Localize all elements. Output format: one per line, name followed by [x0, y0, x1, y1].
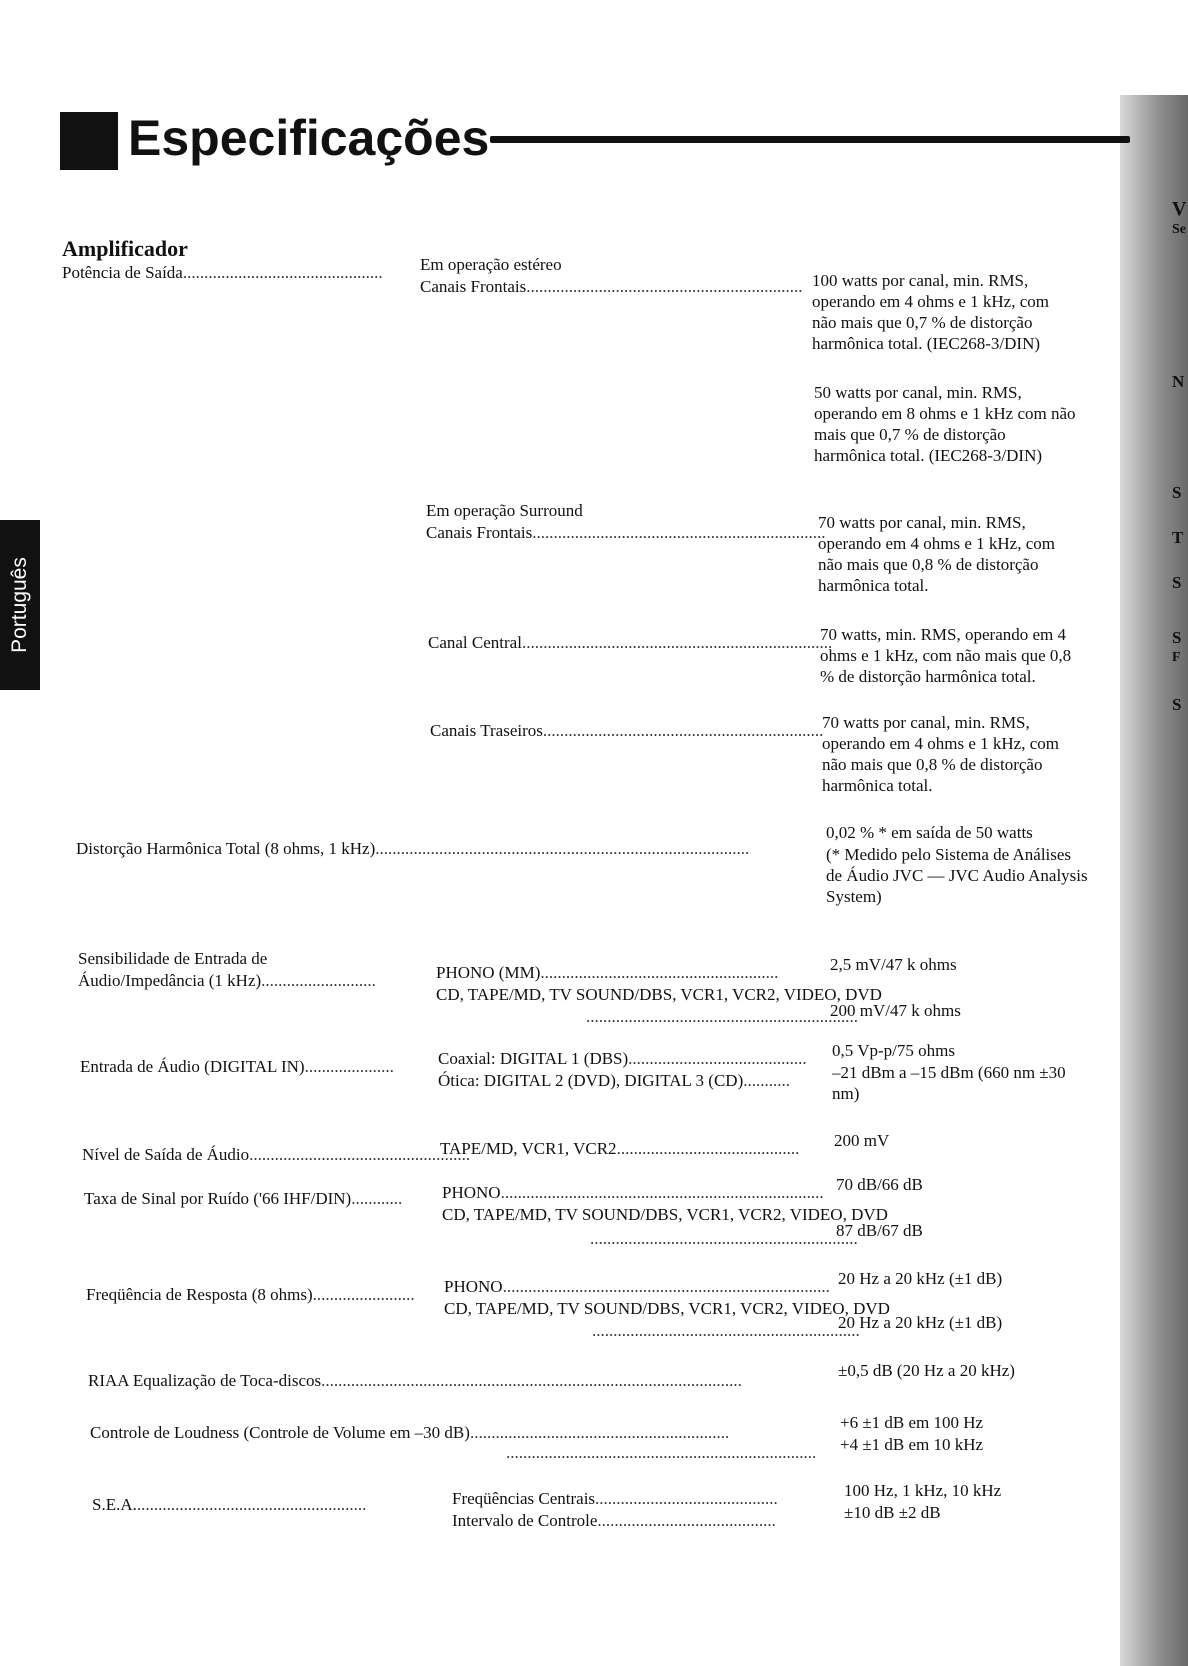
- front-channels-label: Canais Frontais.................................................................: [420, 277, 803, 296]
- coaxial-label: Coaxial: DIGITAL 1 (DBS)..........................................: [438, 1049, 807, 1068]
- stereo-title: Em operação estéreo: [420, 255, 562, 274]
- snr-line-sources: CD, TAPE/MD, TV SOUND/DBS, VCR1, VCR2, VIDEO, DVD: [442, 1205, 888, 1224]
- header-marker-box: [60, 112, 118, 170]
- page-title: Especificações: [128, 110, 490, 166]
- input-line-sources: CD, TAPE/MD, TV SOUND/DBS, VCR1, VCR2, VIDEO, DVD: [436, 985, 882, 1004]
- snr-line-dots: ...............................................................: [590, 1229, 858, 1248]
- sea-range-value: ±10 dB ±2 dB: [844, 1503, 941, 1522]
- rear-channels-label: Canais Traseiros..................................................................: [430, 721, 824, 740]
- edge-letter: S: [1172, 628, 1182, 647]
- input-line-value: 200 mV/47 k ohms: [830, 1001, 961, 1020]
- surround-front-value: 70 watts por canal, min. RMS, operando em 4 ohms e 1 kHz, com não mais que 0,8 % de distorção harmônica total.: [818, 513, 1055, 595]
- riaa-value: ±0,5 dB (20 Hz a 20 kHz): [838, 1361, 1015, 1380]
- edge-letter: T: [1172, 528, 1184, 547]
- optical-label: Ótica: DIGITAL 2 (DVD), DIGITAL 3 (CD)...........: [438, 1071, 790, 1090]
- input-sensitivity-label-line2: Áudio/Impedância (1 kHz)...........................: [78, 971, 376, 990]
- language-side-tab: [0, 520, 40, 690]
- surround-title: Em operação Surround: [426, 501, 583, 520]
- front-4ohm-value: 100 watts por canal, min. RMS, operando em 4 ohms e 1 kHz, com não mais que 0,7 % de distorção harmônica total. (IEC268-3/DIN): [812, 271, 1049, 353]
- output-level-label: Nível de Saída de Áudio....................................................: [82, 1145, 471, 1164]
- surround-front-label: Canais Frontais.....................................................................: [426, 523, 826, 542]
- loudness-value-1: +6 ±1 dB em 100 Hz: [840, 1413, 984, 1432]
- riaa-label: RIAA Equalização de Toca-discos...................................................................................................: [88, 1371, 742, 1390]
- edge-letter: S: [1172, 695, 1182, 714]
- snr-phono-value: 70 dB/66 dB: [836, 1175, 923, 1194]
- section-heading: Amplificador: [62, 236, 188, 261]
- digital-in-label: Entrada de Áudio (DIGITAL IN).....................: [80, 1057, 394, 1076]
- thd-label: Distorção Harmônica Total (8 ohms, 1 kHz)........................................................................................: [76, 839, 750, 858]
- front-8ohm-value: 50 watts por canal, min. RMS, operando em 8 ohms e 1 kHz com não mais que 0,7 % de distorção harmônica total. (IEC268-3/DIN): [814, 383, 1076, 465]
- loudness-dots: .........................................................................: [506, 1443, 817, 1462]
- sea-label: S.E.A.......................................................: [92, 1495, 367, 1514]
- snr-phono-label: PHONO............................................................................: [442, 1183, 824, 1202]
- input-phono-label: PHONO (MM)........................................................: [436, 963, 779, 982]
- thd-note: (* Medido pelo Sistema de Análises de Áudio JVC — JVC Audio Analysis System): [826, 845, 1088, 906]
- edge-letter: F: [1172, 650, 1181, 665]
- thd-value: 0,02 % * em saída de 50 watts: [826, 823, 1033, 842]
- title-rule: [490, 136, 1130, 143]
- freq-phono-value: 20 Hz a 20 kHz (±1 dB): [838, 1269, 1003, 1288]
- snr-line-value: 87 dB/67 dB: [836, 1221, 923, 1240]
- freq-line-value: 20 Hz a 20 kHz (±1 dB): [838, 1313, 1003, 1332]
- optical-value: –21 dBm a –15 dBm (660 nm ±30 nm): [832, 1063, 1066, 1103]
- snr-label: Taxa de Sinal por Ruído ('66 IHF/DIN)............: [84, 1189, 403, 1208]
- input-phono-value: 2,5 mV/47 k ohms: [830, 955, 957, 974]
- loudness-label: Controle de Loudness (Controle de Volume em –30 dB).............................................................: [90, 1423, 730, 1442]
- side-tab-label: Português: [8, 557, 31, 653]
- freq-phono-label: PHONO.............................................................................: [444, 1277, 830, 1296]
- output-level-sources: TAPE/MD, VCR1, VCR2...........................................: [440, 1139, 800, 1158]
- freq-line-dots: ...............................................................: [592, 1321, 860, 1340]
- loudness-value-2: +4 ±1 dB em 10 kHz: [840, 1435, 984, 1454]
- center-channel-label: Canal Central.........................................................................: [428, 633, 833, 652]
- sea-range-label: Intervalo de Controle..........................................: [452, 1511, 776, 1530]
- sea-centers-value: 100 Hz, 1 kHz, 10 kHz: [844, 1481, 1002, 1500]
- edge-letter: V: [1172, 198, 1187, 220]
- spec-label-output-power: Potência de Saída...............................................: [62, 263, 383, 282]
- sea-centers-label: Freqüências Centrais...........................................: [452, 1489, 778, 1508]
- output-level-value: 200 mV: [834, 1131, 890, 1150]
- edge-letter: S: [1172, 573, 1182, 592]
- edge-letter: N: [1172, 372, 1185, 391]
- rear-channels-value: 70 watts por canal, min. RMS, operando em 4 ohms e 1 kHz, com não mais que 0,8 % de distorção harmônica total.: [822, 713, 1059, 795]
- input-line-dots: ................................................................: [586, 1007, 858, 1026]
- scan-edge-shadow: [1120, 95, 1188, 1666]
- center-channel-value: 70 watts, min. RMS, operando em 4 ohms e 1 kHz, com não mais que 0,8 % de distorção harmônica total.: [820, 625, 1072, 686]
- edge-letter: Se: [1172, 222, 1186, 237]
- edge-letter: S: [1172, 483, 1182, 502]
- input-sensitivity-label-line1: Sensibilidade de Entrada de: [78, 949, 268, 968]
- coaxial-value: 0,5 Vp-p/75 ohms: [832, 1041, 955, 1060]
- freq-line-sources: CD, TAPE/MD, TV SOUND/DBS, VCR1, VCR2, VIDEO, DVD: [444, 1299, 890, 1318]
- freq-response-label: Freqüência de Resposta (8 ohms)........................: [86, 1285, 415, 1304]
